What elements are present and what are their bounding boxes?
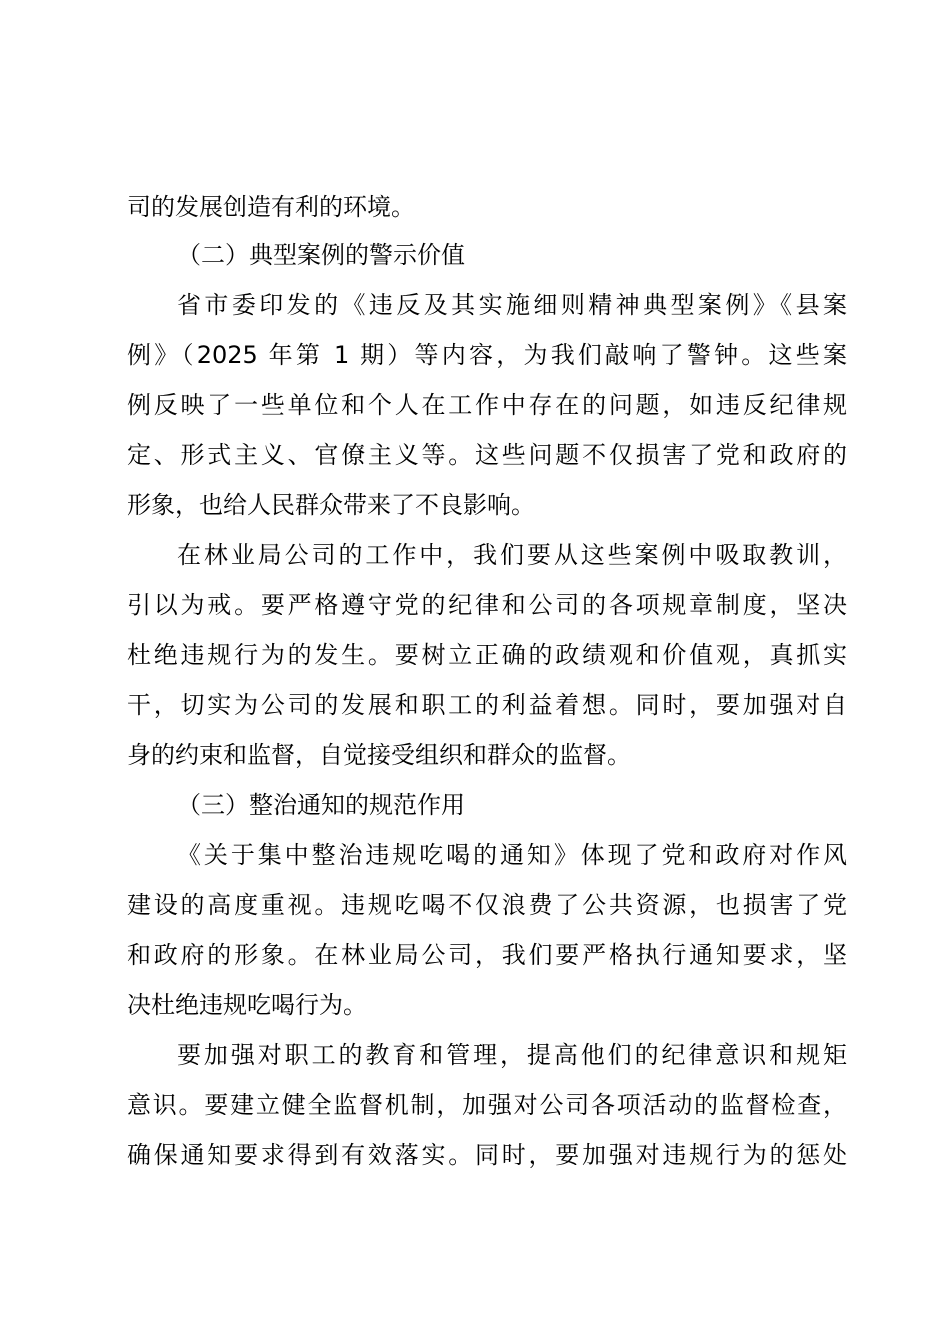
- paragraph-line: 杜绝违规行为的发生。要树立正确的政绩观和价值观，真抓实: [127, 641, 847, 669]
- paragraph-line: 引以为戒。要严格遵守党的纪律和公司的各项规章制度，坚决: [127, 591, 847, 619]
- paragraph-line: 建设的高度重视。违规吃喝不仅浪费了公共资源，也损害了党: [127, 891, 847, 919]
- paragraph-line: 例反映了一些单位和个人在工作中存在的问题，如违反纪律规: [127, 391, 847, 419]
- paragraph-line: 意识。要建立健全监督机制，加强对公司各项活动的监督检查，: [127, 1091, 847, 1119]
- paragraph-line: 确保通知要求得到有效落实。同时，要加强对违规行为的惩处: [127, 1141, 847, 1169]
- paragraph-line: 干，切实为公司的发展和职工的利益着想。同时，要加强对自: [127, 691, 847, 719]
- paragraph-line: 在林业局公司的工作中，我们要从这些案例中吸取教训，: [177, 541, 847, 569]
- section-heading: （二）典型案例的警示价值: [177, 241, 465, 269]
- section-heading: （三）整治通知的规范作用: [177, 791, 465, 819]
- paragraph-line: 司的发展创造有利的环境。: [127, 193, 415, 221]
- paragraph-line: 和政府的形象。在林业局公司，我们要严格执行通知要求，坚: [127, 941, 847, 969]
- paragraph-line: 《关于集中整治违规吃喝的通知》体现了党和政府对作风: [177, 841, 847, 869]
- paragraph-line: 省市委印发的《违反及其实施细则精神典型案例》《县案: [177, 291, 847, 319]
- paragraph-line: 决杜绝违规吃喝行为。: [127, 991, 367, 1019]
- paragraph-line: 要加强对职工的教育和管理，提高他们的纪律意识和规矩: [177, 1041, 847, 1069]
- paragraph-line: 例》（2025 年第 1 期）等内容，为我们敲响了警钟。这些案: [127, 341, 847, 369]
- paragraph-line: 身的约束和监督，自觉接受组织和群众的监督。: [127, 741, 631, 769]
- paragraph-line: 形象，也给人民群众带来了不良影响。: [127, 491, 535, 519]
- paragraph-line: 定、形式主义、官僚主义等。这些问题不仅损害了党和政府的: [127, 441, 847, 469]
